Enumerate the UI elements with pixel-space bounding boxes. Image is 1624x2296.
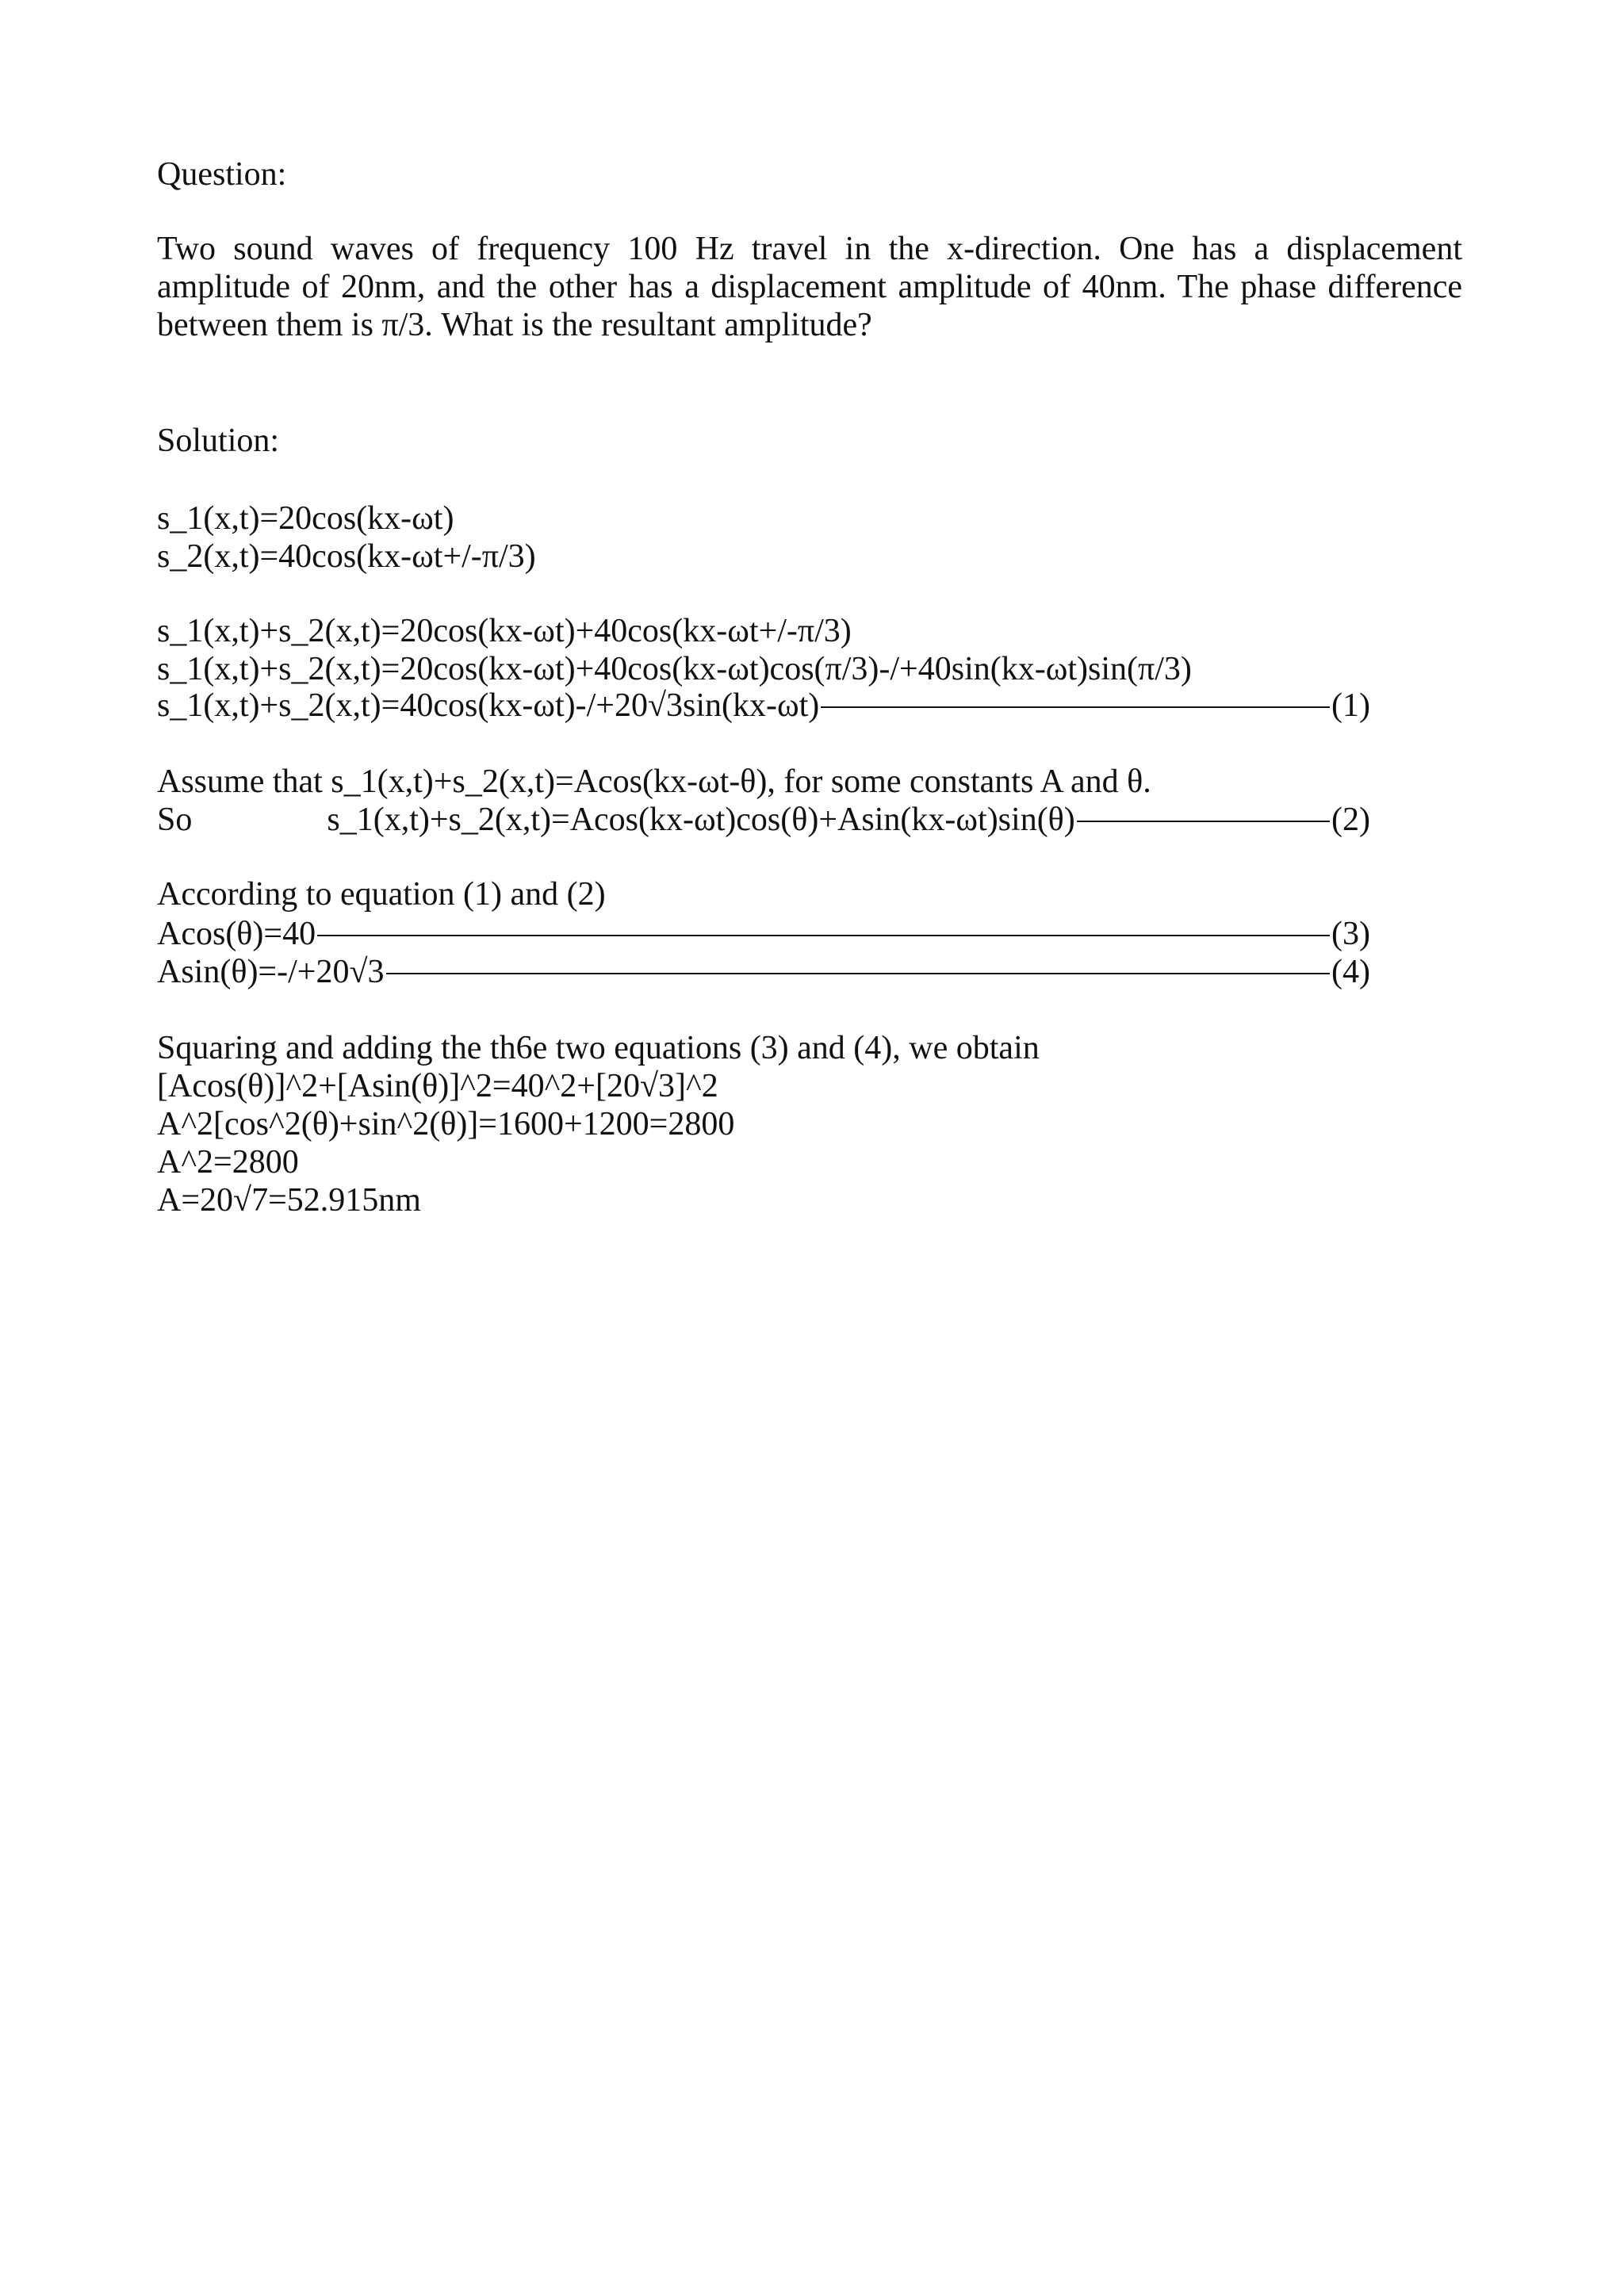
equation-1-number: (1)	[1331, 687, 1370, 724]
leader-rule	[821, 706, 1330, 708]
equation-4-text: Asin(θ)=-/+20√3	[157, 954, 385, 990]
equation-2-prefix: So	[157, 802, 193, 838]
equation-3-row	[157, 915, 1370, 953]
step-3: A^2=2800	[157, 1144, 299, 1181]
equation-4-number: (4)	[1331, 954, 1370, 990]
wave-2-equation: s_2(x,t)=40cos(kx-ωt+/-π/3)	[157, 538, 536, 575]
equation-4-row	[157, 953, 1370, 991]
equation-2-text: s_1(x,t)+s_2(x,t)=Acos(kx-ωt)cos(θ)+Asin(kx-ωt)sin(θ)	[327, 802, 1075, 838]
question-heading: Question:	[157, 156, 287, 193]
wave-1-equation: s_1(x,t)=20cos(kx-ωt)	[157, 500, 454, 537]
equation-1-row	[157, 687, 1370, 725]
leader-rule	[386, 973, 1331, 974]
equation-1-text: s_1(x,t)+s_2(x,t)=40cos(kx-ωt)-/+20√3sin(kx-ωt)	[157, 687, 820, 724]
according-text: According to equation (1) and (2)	[157, 876, 606, 913]
question-text: Two sound waves of frequency 100 Hz travel in the x-direction. One has a displacement amplitude of 20nm, and the other has a displacement amplitude of 40nm. The phase difference between them is π/3. What is the resultant amplitude?	[157, 231, 1462, 343]
equation-2-row	[157, 801, 1370, 839]
leader-rule	[317, 935, 1330, 936]
equation-3-number: (3)	[1331, 916, 1370, 952]
step-2: A^2[cos^2(θ)+sin^2(θ)]=1600+1200=2800	[157, 1106, 735, 1142]
solution-heading: Solution:	[157, 423, 280, 459]
final-answer: A=20√7=52.915nm	[157, 1182, 421, 1219]
equation-2-number: (2)	[1331, 802, 1370, 838]
assumption-text: Assume that s_1(x,t)+s_2(x,t)=Acos(kx-ωt-θ), for some constants A and θ.	[157, 763, 1151, 800]
leader-rule	[1077, 821, 1330, 822]
squaring-text: Squaring and adding the th6e two equations (3) and (4), we obtain	[157, 1030, 1040, 1066]
sum-equation-2: s_1(x,t)+s_2(x,t)=20cos(kx-ωt)+40cos(kx-ωt)cos(π/3)-/+40sin(kx-ωt)sin(π/3)	[157, 651, 1192, 687]
step-1: [Acos(θ)]^2+[Asin(θ)]^2=40^2+[20√3]^2	[157, 1068, 718, 1104]
equation-3-text: Acos(θ)=40	[157, 916, 316, 952]
sum-equation-1: s_1(x,t)+s_2(x,t)=20cos(kx-ωt)+40cos(kx-ωt+/-π/3)	[157, 613, 852, 649]
